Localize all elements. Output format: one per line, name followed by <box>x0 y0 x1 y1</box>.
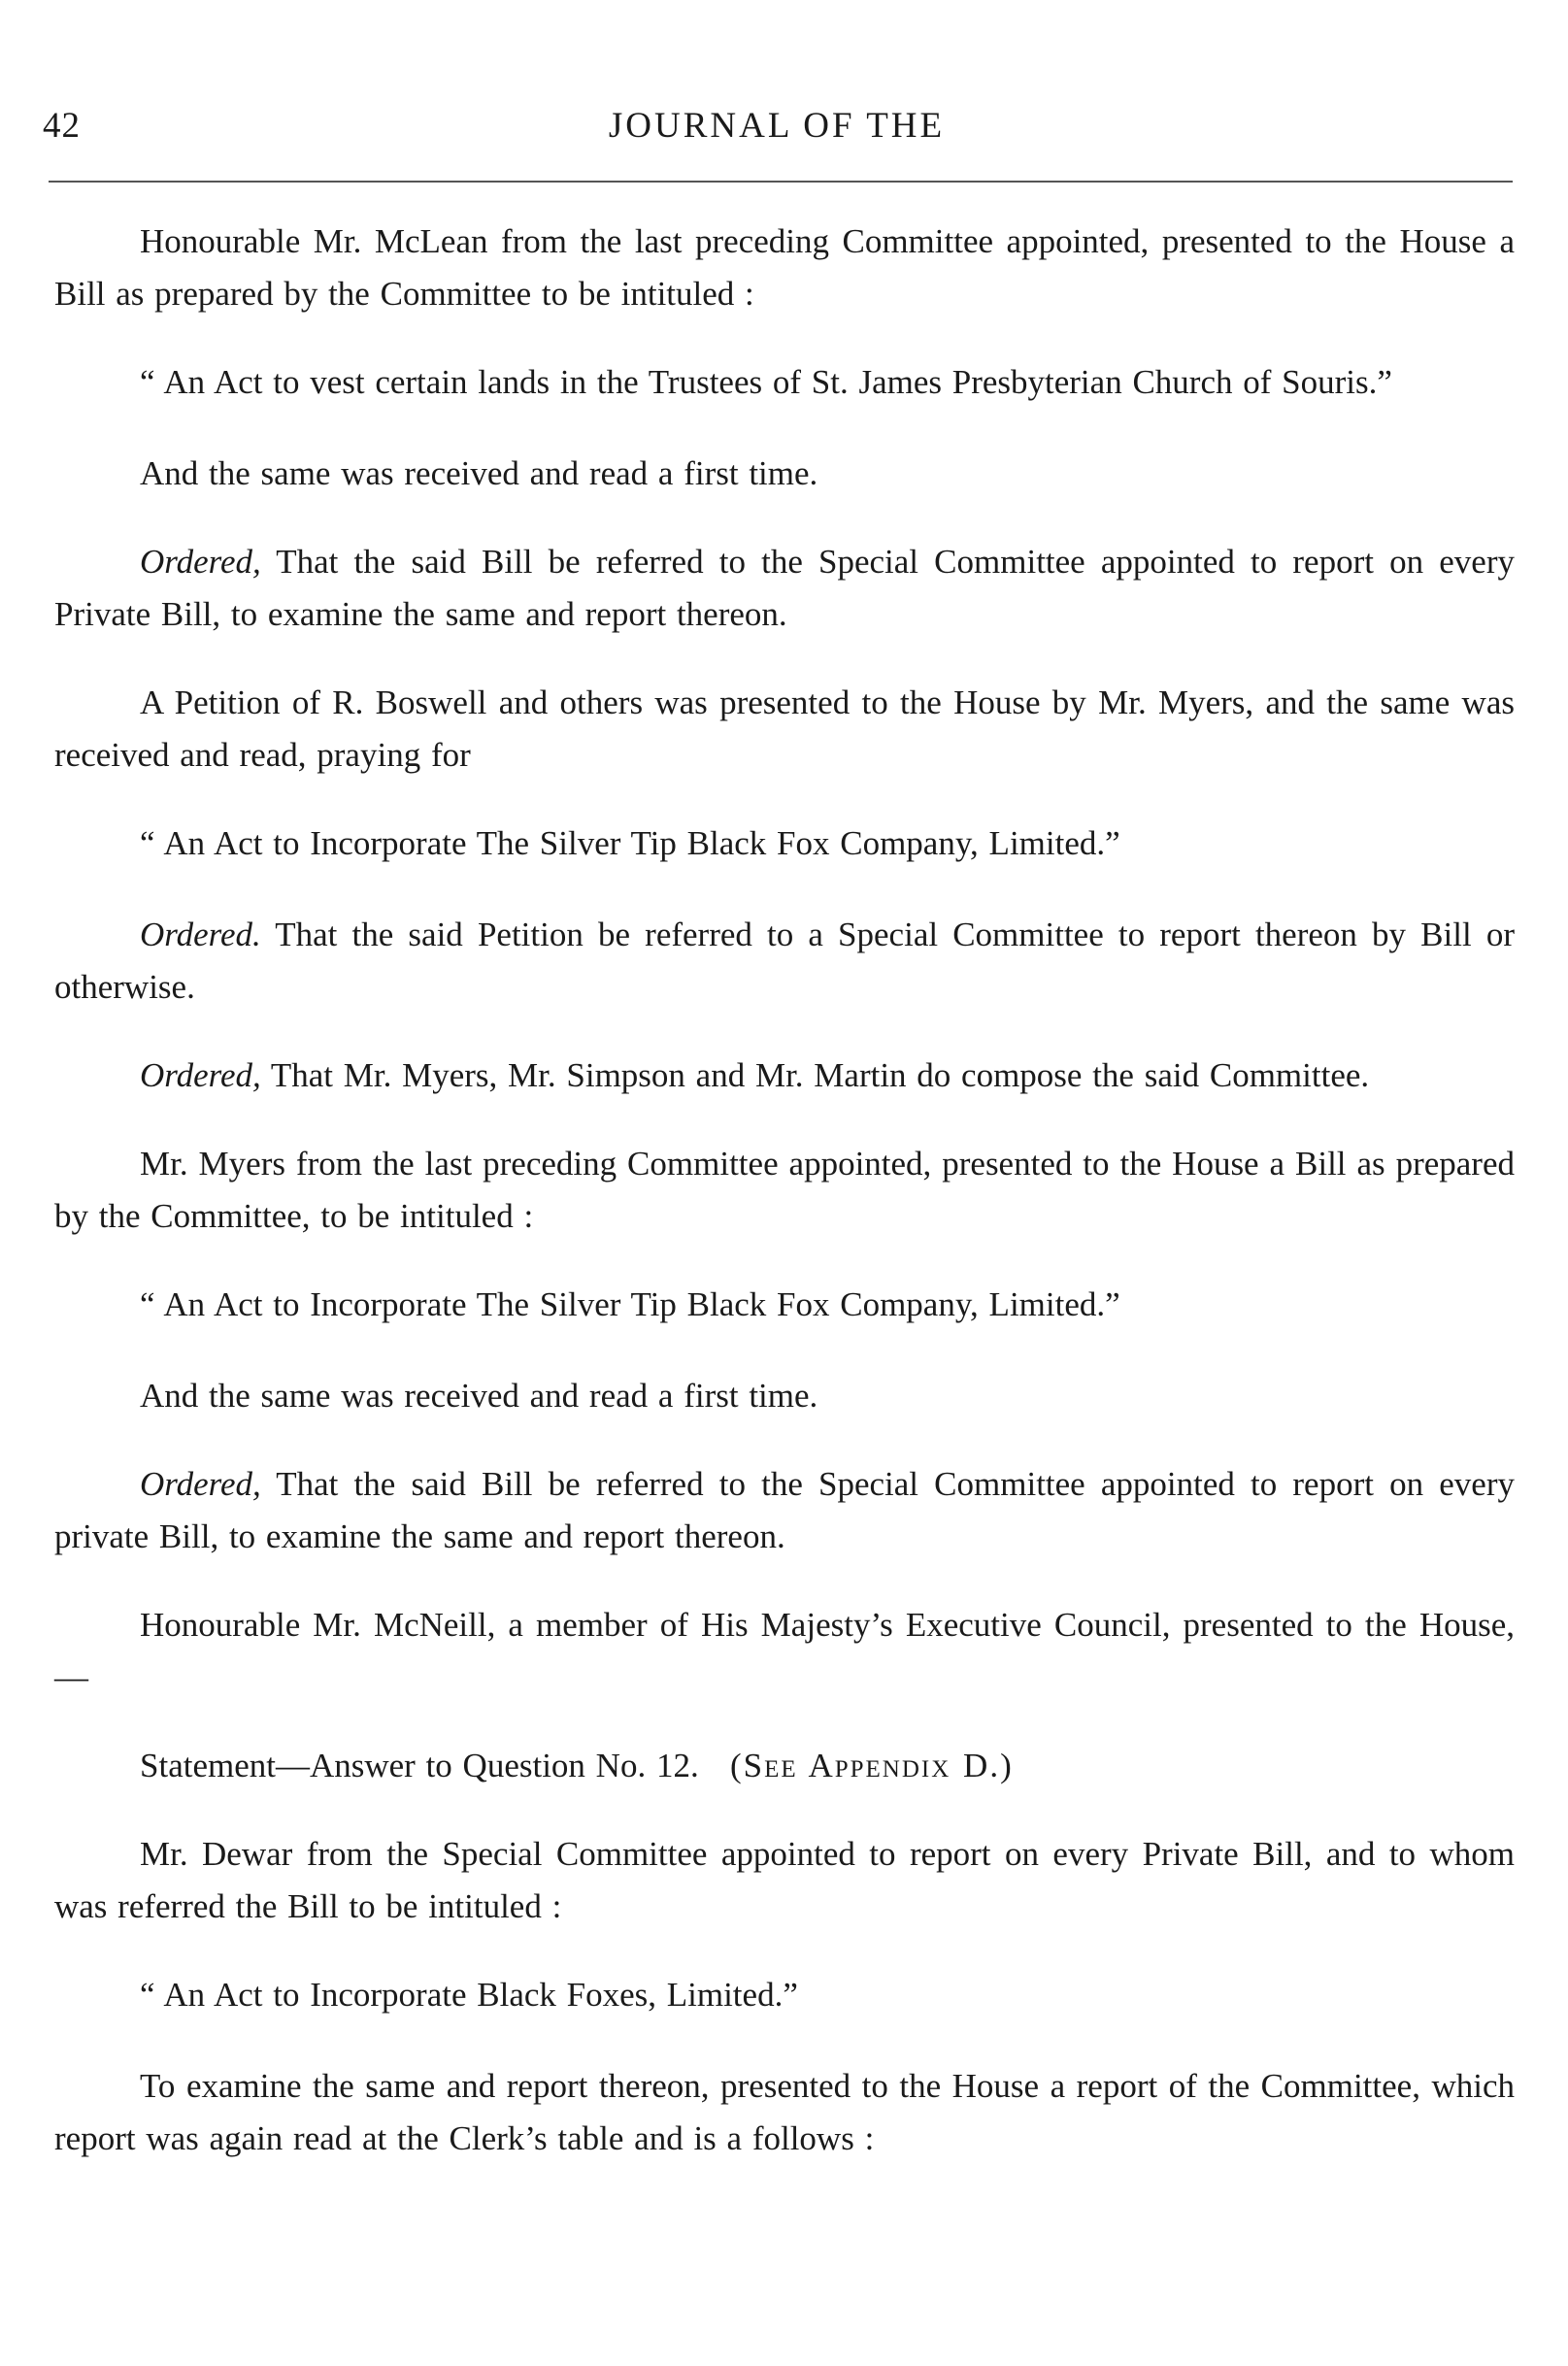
ordered-label: Ordered. <box>140 916 261 953</box>
journal-body <box>54 216 1515 2201</box>
paragraph-order-refer-bill-2 <box>54 1458 1515 1563</box>
paragraph-statement <box>54 1740 1515 1792</box>
paragraph-boswell-petition: A Petition of R. Boswell and others was presented to the House by Mr. Myers, and the same was received and read, praying for <box>54 683 1515 774</box>
bill-title-silver-tip-2: “ An Act to Incorporate The Silver Tip Black Fox Company, Limited.” <box>140 1285 1120 1323</box>
ordered-label: Ordered, <box>140 543 261 581</box>
ordered-label: Ordered, <box>140 1465 261 1503</box>
ordered-label: Ordered, <box>140 1056 261 1094</box>
order-text: That the said Petition be referred to a Special Committee to report thereon by Bill or otherwise. <box>54 916 1515 1006</box>
order-text: That the said Bill be referred to the Special Committee appointed to report on every private Bill, to examine the same and report thereon. <box>54 1465 1515 1555</box>
paragraph-report: To examine the same and report thereon, presented to the House a report of the Committee, which report was again read at the Clerk’s table and is a follows : <box>54 2067 1515 2157</box>
paragraph-mcneill: Honourable Mr. McNeill, a member of His Majesty’s Executive Council, presented to the House,— <box>54 1606 1515 1696</box>
paragraph-first-reading: And the same was received and read a first time. <box>140 454 818 492</box>
paragraph-order-committee <box>54 1050 1515 1102</box>
paragraph-dewar: Mr. Dewar from the Special Committee appointed to report on every Private Bill, and to whom was referred the Bill to be intituled : <box>54 1835 1515 1925</box>
header-rule <box>49 181 1513 183</box>
running-title: JOURNAL OF THE <box>608 106 946 146</box>
paragraph-order-refer-bill <box>54 536 1515 641</box>
page-header <box>43 105 1511 163</box>
page-number: 42 <box>43 106 81 146</box>
order-text: That Mr. Myers, Mr. Simpson and Mr. Martin do compose the said Committee. <box>260 1056 1370 1094</box>
paragraph-mclean-bill: Honourable Mr. McLean from the last preceding Committee appointed, presented to the House a Bill as prepared by the Committee to be intituled : <box>54 222 1515 313</box>
bill-title-souris: “ An Act to vest certain lands in the Trustees of St. James Presbyterian Church of Souris.” <box>140 363 1392 401</box>
order-text: That the said Bill be referred to the Special Committee appointed to report on every Private Bill, to examine the same and report thereon. <box>54 543 1515 633</box>
appendix-reference: (See Appendix D.) <box>729 1747 1014 1784</box>
paragraph-myers-bill: Mr. Myers from the last preceding Committee appointed, presented to the House a Bill as prepared by the Committee, to be intituled : <box>54 1145 1515 1235</box>
bill-title-black-foxes: “ An Act to Incorporate Black Foxes, Limited.” <box>140 1976 798 2014</box>
bill-title-silver-tip: “ An Act to Incorporate The Silver Tip Black Fox Company, Limited.” <box>140 824 1120 862</box>
statement-text: Statement—Answer to Question No. 12. <box>140 1747 699 1784</box>
paragraph-order-refer-petition <box>54 909 1515 1014</box>
paragraph-first-reading-2: And the same was received and read a first time. <box>140 1377 818 1415</box>
